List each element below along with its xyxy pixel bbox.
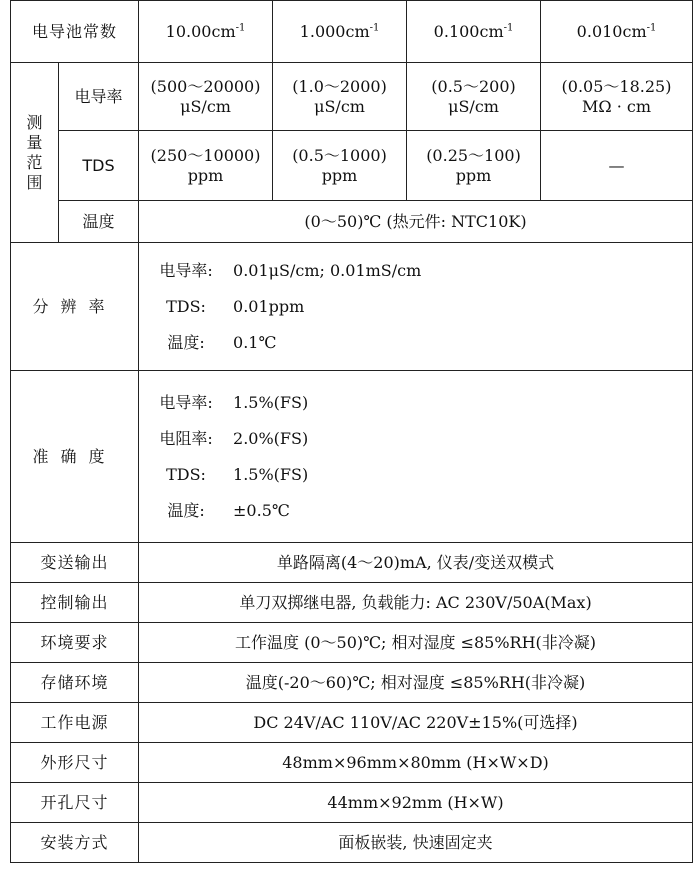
cell-constant-3: $0.100cm^{-1}$	[407, 1, 541, 63]
cell-constant-2: $1.000cm^{-1}$	[273, 1, 407, 63]
resolution-line: 电导率: 0.01μS/cm; 0.01mS/cm	[159, 260, 422, 280]
spec-row-dimensions	[11, 743, 693, 783]
range-temperature-row	[11, 201, 693, 243]
resolution-line: 温度: 0.1℃	[167, 332, 277, 352]
cell-spec-label: 环境要求	[11, 623, 139, 663]
cell-tds-range-3: (0.25～100) ppm	[407, 131, 541, 201]
cell-conductivity-range-1: (500～20000) μS/cm	[139, 63, 273, 131]
cell-constant-label: 电导池常数	[11, 1, 139, 63]
cell-spec-value: 温度(-20～60)℃; 相对湿度 ≤85%RH(非冷凝)	[139, 663, 693, 703]
spec-row-storage	[11, 663, 693, 703]
cell-constant-4: $0.010cm^{-1}$	[541, 1, 693, 63]
spec-row-power	[11, 703, 693, 743]
cell-constant-1: $10.00cm^{-1}$	[139, 1, 273, 63]
cell-tds-range-1: (250～10000) ppm	[139, 131, 273, 201]
cell-spec-label: 工作电源	[11, 703, 139, 743]
cell-accuracy-values	[139, 371, 693, 543]
cell-spec-value: DC 24V/AC 110V/AC 220V±15%(可选择)	[139, 703, 693, 743]
spec-row-control-output	[11, 583, 693, 623]
cell-spec-value: 48mm×96mm×80mm (H×W×D)	[139, 743, 693, 783]
cell-temperature-label: 温度	[59, 201, 139, 243]
cell-spec-label: 安装方式	[11, 823, 139, 863]
cell-tds-range-2: (0.5～1000) ppm	[273, 131, 407, 201]
accuracy-line: 电导率: 1.5%(FS)	[159, 392, 309, 412]
cell-resistivity-range-4: (0.05～18.25) MΩ · cm	[541, 63, 693, 131]
cell-conductivity-range-2: (1.0～2000) μS/cm	[273, 63, 407, 131]
cell-spec-label: 外形尺寸	[11, 743, 139, 783]
range-conductivity-row	[11, 63, 693, 131]
cell-tds-range-4-empty	[541, 131, 693, 201]
cell-spec-value: 单路隔离(4～20)mA, 仪表/变送双模式	[139, 543, 693, 583]
accuracy-line: TDS: 1.5%(FS)	[166, 464, 309, 484]
cell-temperature-range: (0～50)℃ (热元件: NTC10K)	[139, 201, 693, 243]
cell-tds-label: TDS	[59, 131, 139, 201]
spec-row-cutout	[11, 783, 693, 823]
em-dash: —	[608, 155, 625, 175]
cell-conductivity-range-3: (0.5～200) μS/cm	[407, 63, 541, 131]
spec-row-mounting	[11, 823, 693, 863]
cell-spec-value: 单刀双掷继电器, 负载能力: AC 230V/50A(Max)	[139, 583, 693, 623]
header-row	[11, 1, 693, 63]
accuracy-line: 温度: ±0.5℃	[167, 500, 290, 520]
spec-row-environment	[11, 623, 693, 663]
spec-sheet	[10, 0, 692, 863]
cell-resolution-values	[139, 243, 693, 371]
cell-spec-label: 存储环境	[11, 663, 139, 703]
cell-spec-label: 开孔尺寸	[11, 783, 139, 823]
range-tds-row	[11, 131, 693, 201]
cell-spec-label: 变送输出	[11, 543, 139, 583]
cell-resolution-label: 分辨率	[11, 243, 139, 371]
spec-row-transmit-output	[11, 543, 693, 583]
resolution-line: TDS: 0.01ppm	[166, 296, 305, 316]
cell-spec-value: 面板嵌装, 快速固定夹	[139, 823, 693, 863]
accuracy-line: 电阻率: 2.0%(FS)	[159, 428, 309, 448]
cell-conductivity-label: 电导率	[59, 63, 139, 131]
cell-spec-value: 44mm×92mm (H×W)	[139, 783, 693, 823]
spec-table	[10, 0, 693, 863]
cell-range-group-label: 测量范围	[11, 63, 59, 243]
cell-spec-value: 工作温度 (0～50)℃; 相对湿度 ≤85%RH(非冷凝)	[139, 623, 693, 663]
cell-spec-label: 控制输出	[11, 583, 139, 623]
accuracy-row	[11, 371, 693, 543]
cell-accuracy-label: 准确度	[11, 371, 139, 543]
resolution-row	[11, 243, 693, 371]
